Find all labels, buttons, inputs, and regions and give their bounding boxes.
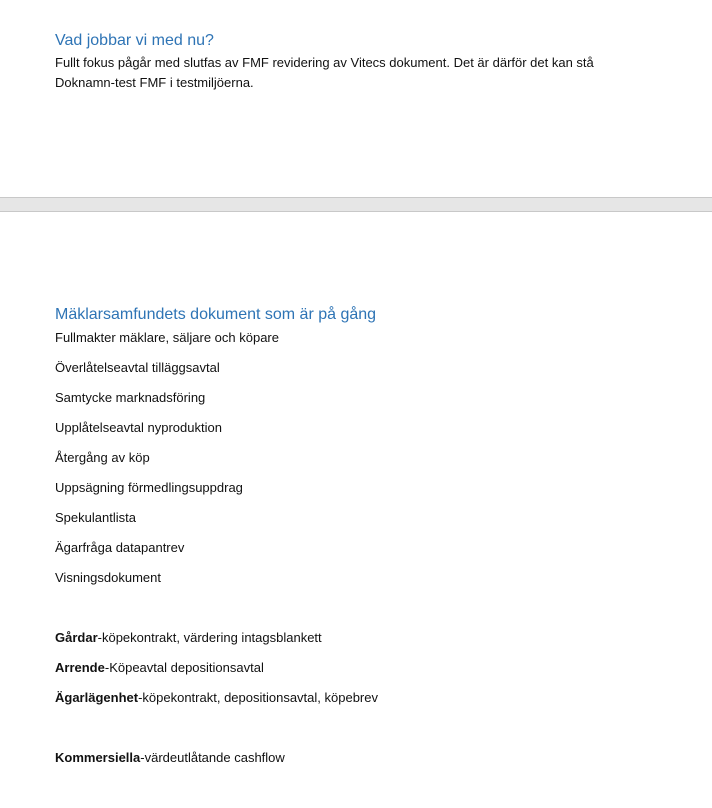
list-item: Visningsdokument xyxy=(55,570,161,585)
list-item: Fullmakter mäklare, säljare och köpare xyxy=(55,330,279,345)
category-item-arrende xyxy=(55,659,264,677)
list-item: Uppsägning förmedlingsuppdrag xyxy=(55,480,243,495)
document-page-2 xyxy=(0,212,712,808)
section-heading-current-work: Vad jobbar vi med nu? xyxy=(55,32,214,49)
paragraph-line-1: Fullt fokus pågår med slutfas av FMF revidering av Vitecs dokument. Det är därför det kan stå xyxy=(55,55,594,70)
category-description: -köpekontrakt, värdering intagsblankett xyxy=(97,630,322,645)
category-description: -Köpeavtal depositionsavtal xyxy=(104,660,264,675)
document-page-1 xyxy=(0,0,712,197)
section-heading-documents-in-progress: Mäklarsamfundets dokument som är på gång xyxy=(55,306,377,323)
category-name: Gårdar xyxy=(55,630,98,645)
paragraph-line-2: Doknamn-test FMF i testmiljöerna. xyxy=(55,75,254,90)
category-item-gardar xyxy=(55,629,322,647)
list-item: Spekulantlista xyxy=(55,510,136,525)
list-item: Samtycke marknadsföring xyxy=(55,390,206,405)
category-name: Ägarlägenhet xyxy=(55,690,139,705)
page-break xyxy=(0,197,712,212)
category-name: Arrende xyxy=(55,660,105,675)
list-item: Upplåtelseavtal nyproduktion xyxy=(55,420,222,435)
category-description: -köpekontrakt, depositionsavtal, köpebrev xyxy=(138,690,378,705)
list-item: Överlåtelseavtal tilläggsavtal xyxy=(55,360,220,375)
current-work-paragraph xyxy=(55,53,635,93)
category-description: -värdeutlåtande cashflow xyxy=(140,750,285,765)
list-item: Ägarfråga datapantrev xyxy=(55,540,185,555)
list-item: Återgång av köp xyxy=(55,450,150,465)
category-name: Kommersiella xyxy=(55,750,141,765)
category-item-agarlagenhet xyxy=(55,689,378,707)
category-item-kommersiella xyxy=(55,749,285,767)
